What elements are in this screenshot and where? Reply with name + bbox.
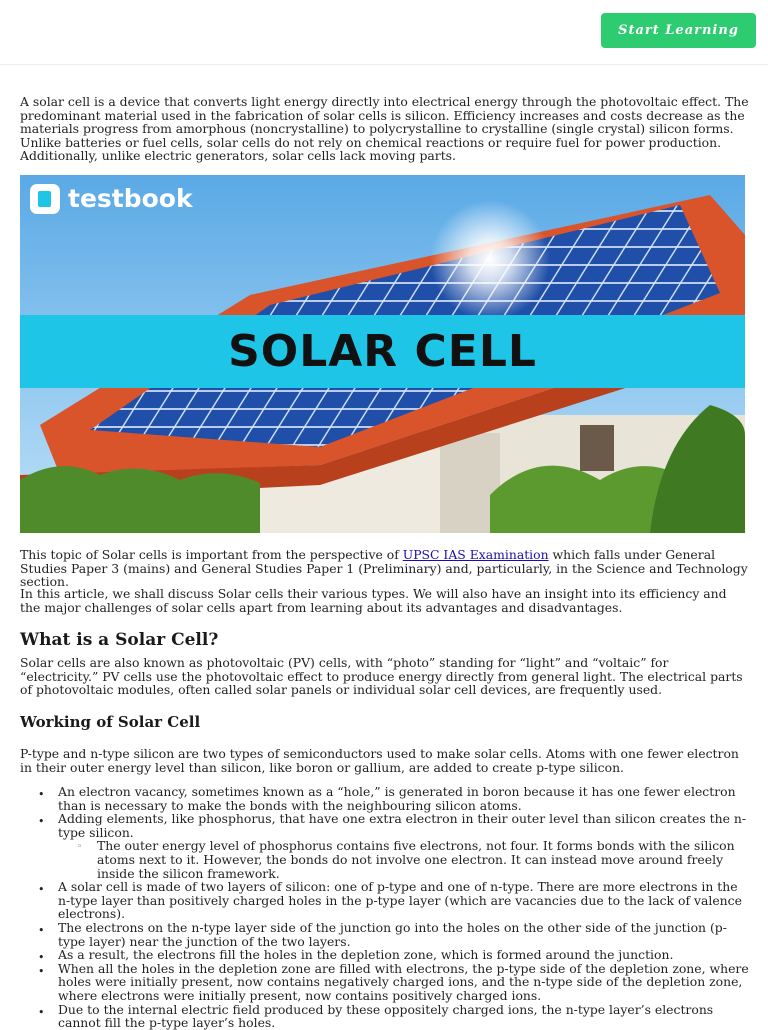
- intro-paragraph: A solar cell is a device that converts light energy directly into electrical energy through the photovoltaic effect. The predominant material used in the fabrication of solar cells is silicon. Efficiency increases and costs decrease as the materials progress from amorphous (noncrystalline) to polycrystalline to crystalline (single crystal) silicon forms. Unlike batteries or fuel cells, solar cells do not rely on chemical reactions or require fuel for power production. Additionally, unlike electric generators, solar cells lack moving parts.: [20, 94, 749, 164]
- upsc-ias-link[interactable]: UPSC IAS Examination: [402, 547, 549, 562]
- testbook-logo: [30, 184, 193, 214]
- list-item: [20, 812, 750, 880]
- testbook-logo-icon: [30, 184, 60, 214]
- list-item: • Due to the internal electric field produced by these oppositely charged ions, the n-type layer’s electrons cannot fill the p-type layer’s holes.: [20, 1003, 750, 1030]
- list-item: • A solar cell is made of two layers of silicon: one of p-type and one of n-type. There are more electrons in the n-type layer than positively charged holes in the p-type layer (which are vacancies due to the lack of valence electrons).: [20, 880, 750, 921]
- list-item: • When all the holes in the depletion zone are filled with electrons, the p-type side of the depletion zone, where holes were initially present, now contains negatively charged ions, and the n-type side of the depletion zone, where electrons were initially present, now contains positively charged ions.: [20, 962, 750, 1003]
- list-item-text: Adding elements, like phosphorus, that have one extra electron in their outer level than silicon creates the n-type silicon.: [58, 811, 747, 840]
- list-item: • An electron vacancy, sometimes known as a “hole,” is generated in boron because it has one fewer electron than is necessary to make the bonds with the neighbouring silicon atoms.: [20, 785, 750, 812]
- hero-title: SOLAR CELL: [228, 325, 537, 377]
- list-item: • The electrons on the n-type layer side of the junction go into the holes on the other side of the junction (p-type layer) near the junction of the two layers.: [20, 921, 750, 948]
- testbook-wordmark: testbook: [68, 184, 193, 213]
- start-learning-button[interactable]: Start Learning: [601, 13, 756, 48]
- site-header: [0, 0, 768, 65]
- what-is-solar-cell-paragraph: Solar cells are also known as photovoltaic (PV) cells, with “photo” standing for “light” and “voltaic” for “electricity.” PV cells use the photovoltaic effect to produce energy directly from general light. The electrical parts of photovoltaic modules, often called solar panels or individual solar cell devices, are frequently used.: [20, 655, 743, 698]
- hero-image: [20, 175, 745, 533]
- working-heading: Working of Solar Cell: [20, 713, 201, 731]
- what-is-solar-cell-heading: What is a Solar Cell?: [20, 630, 219, 650]
- topic-paragraph: [20, 548, 750, 589]
- working-paragraph: P-type and n-type silicon are two types of semiconductors used to make solar cells. Atoms with one fewer electron in their outer energy level than silicon, like boron or gallium, are added to create p-type silicon.: [20, 746, 739, 775]
- sub-bullet-list: [58, 839, 750, 880]
- sub-list-item: ◦ The outer energy level of phosphorus contains five electrons, not four. It forms bonds with the silicon atoms next to it. However, the bonds do not involve one electron. It can instead move around freely inside the silicon framework.: [58, 839, 750, 880]
- article-overview-paragraph: In this article, we shall discuss Solar cells their various types. We will also have an insight into its efficiency and the major challenges of solar cells apart from learning about its advantages and disadvantages.: [20, 586, 727, 615]
- working-bullet-list: [20, 785, 750, 1030]
- topic-text-before: This topic of Solar cells is important from the perspective of: [20, 547, 403, 562]
- topic-text-after: which falls under General Studies Paper 3 (mains) and General Studies Paper 1 (Preliminary) and, particularly, in the Science and Technology section.: [20, 547, 748, 590]
- list-item: • As a result, the electrons fill the holes in the depletion zone, which is formed around the junction.: [20, 948, 750, 962]
